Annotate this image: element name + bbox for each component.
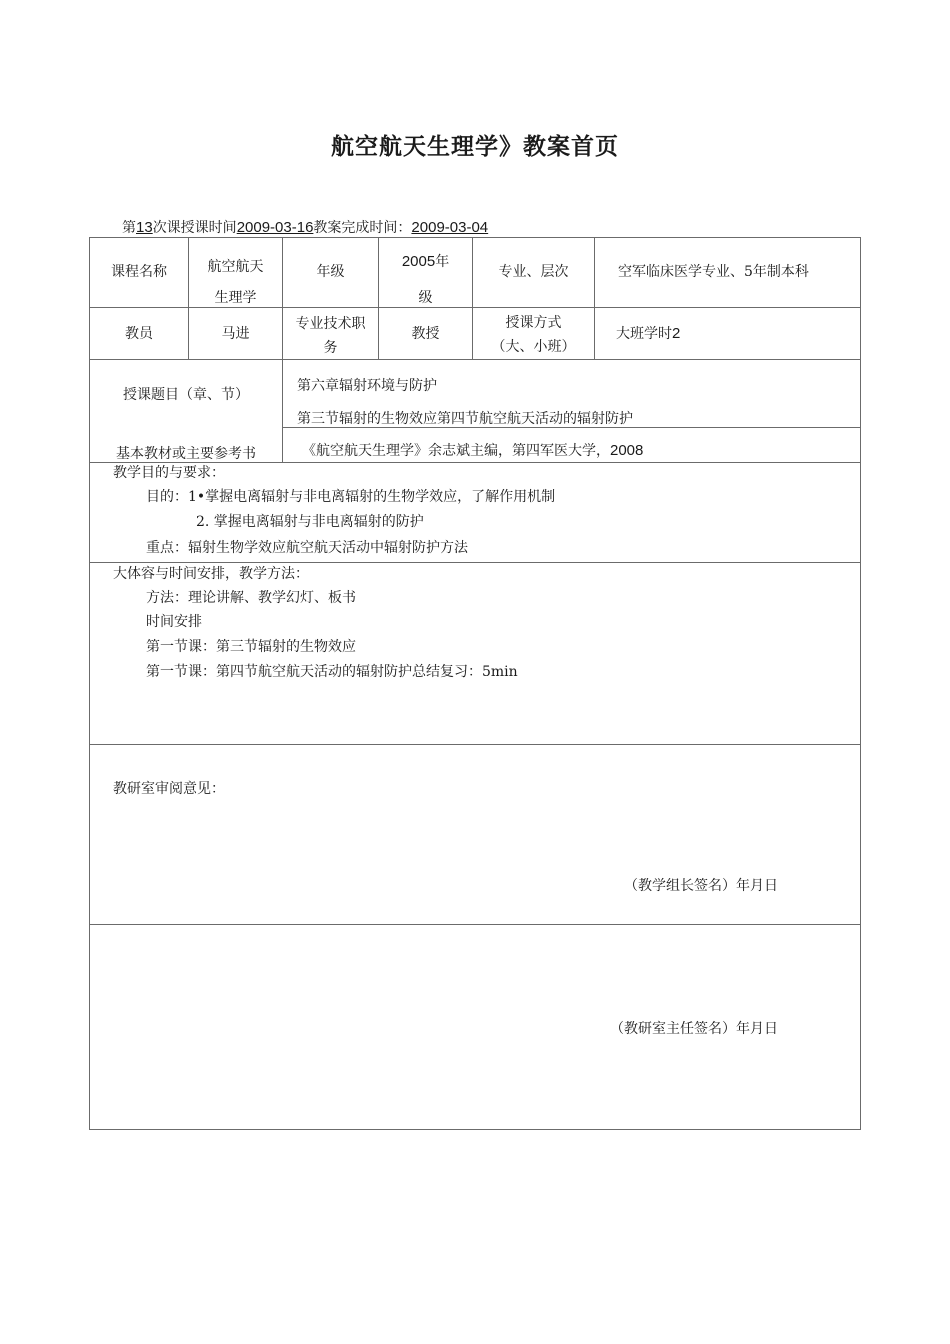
- grade-year-suffix: 年: [435, 254, 450, 270]
- lesson-meta-line: [122, 217, 488, 237]
- content-schedule-line2: 第一节课：第四节航空航天活动的辐射防护总结复习：5min: [146, 664, 518, 680]
- teacher-label: 教员: [125, 326, 153, 342]
- objectives-heading: 教学目的与要求：: [113, 465, 225, 481]
- table-border: [860, 237, 861, 1130]
- page-title: 航空航天生理学》教案首页: [331, 134, 619, 160]
- content-method: 方法：理论讲解、教学幻灯、板书: [146, 590, 356, 606]
- teaching-hours: 2: [672, 325, 681, 342]
- grade-year: 2005: [401, 253, 436, 270]
- grade-value-line2: 级: [418, 290, 433, 306]
- objectives-line2: 2. 掌握电离辐射与非电离辐射的防护: [196, 514, 424, 530]
- row-divider: [89, 924, 861, 925]
- teach-date: 2009-03-16: [236, 219, 314, 236]
- topic-line2: 第三节辐射的生物效应第四节航空航天活动的辐射防护: [297, 411, 633, 427]
- major-label: 专业、层次: [498, 264, 569, 280]
- objectives-line1: 目的：1•掌握电离辐射与非电离辐射的生物学效应，了解作用机制: [146, 489, 556, 505]
- table-border: [89, 237, 861, 238]
- table-border: [89, 1129, 861, 1130]
- grade-label: 年级: [316, 264, 345, 280]
- director-signature: （教研室主任签名）年月日: [610, 1021, 778, 1037]
- meta-prefix: 第: [122, 220, 136, 236]
- content-heading: 大体容与时间安排，教学方法：: [113, 566, 309, 582]
- grade-value-line1: [378, 249, 473, 275]
- row-divider: [89, 744, 861, 745]
- textbook-text: 《航空航天生理学》余志斌主编，第四军医大学，: [302, 443, 610, 459]
- meta-text-1: 次课授课时间: [152, 220, 237, 236]
- finish-date: 2009-03-04: [411, 219, 489, 236]
- major-value: 空军临床医学专业、5年制本科: [618, 264, 809, 280]
- teacher-value: 马进: [221, 326, 250, 342]
- tech-title-value: 教授: [411, 326, 440, 342]
- tech-title-label-line1: 专业技术职: [295, 316, 366, 332]
- teaching-mode-text: 大班学时: [616, 326, 672, 342]
- table-border: [89, 237, 90, 1130]
- lesson-number: 13: [136, 219, 153, 236]
- content-schedule-heading: 时间安排: [146, 614, 202, 630]
- textbook-year: 2008: [610, 442, 644, 459]
- course-name-line2: 生理学: [214, 290, 257, 306]
- course-name-line1: 航空航天: [207, 259, 264, 275]
- teaching-mode-label-line1: 授课方式: [505, 315, 562, 331]
- textbook-value: [302, 438, 643, 464]
- topic-line1: 第六章辐射环境与防护: [297, 378, 437, 394]
- objectives-key-points: 重点：辐射生物学效应航空航天活动中辐射防护方法: [146, 540, 468, 556]
- content-schedule-line1: 第一节课：第三节辐射的生物效应: [146, 639, 356, 655]
- group-leader-signature: （教学组长签名）年月日: [624, 878, 778, 894]
- teaching-mode-label-line2: （大、小班）: [491, 339, 576, 355]
- topic-label: 授课题目（章、节）: [123, 387, 249, 403]
- tech-title-label-line2: 务: [323, 340, 338, 356]
- textbook-label: 基本教材或主要参考书: [116, 446, 256, 462]
- course-name-label: 课程名称: [111, 264, 167, 280]
- review-heading: 教研室审阅意见：: [113, 781, 225, 797]
- teaching-mode-value: [616, 321, 680, 347]
- meta-text-2: 教案完成时间：: [313, 220, 412, 236]
